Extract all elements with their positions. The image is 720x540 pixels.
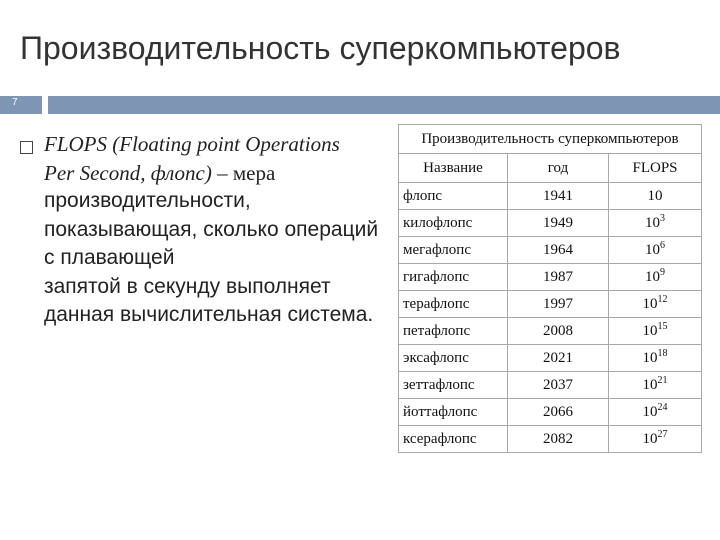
table-row [399, 426, 702, 453]
cell-year: 1941 [508, 183, 609, 210]
flops-exponent: 24 [657, 401, 668, 413]
flops-base: 10 [642, 376, 658, 393]
flops-exponent: 12 [657, 293, 668, 305]
table-row [399, 237, 702, 264]
flops-exponent: 6 [660, 239, 665, 251]
cell-year: 1987 [508, 264, 609, 291]
cell-year: 1997 [508, 291, 609, 318]
definition-line-6: запятой в секунду выполняет [44, 274, 331, 298]
cell-flops [609, 426, 702, 453]
cell-year: 2066 [508, 399, 609, 426]
cell-name: ксерафлопс [399, 426, 508, 453]
cell-name: гигафлопс [399, 264, 508, 291]
flops-base: 10 [645, 214, 660, 231]
definition-line-5: с плавающей [44, 246, 175, 269]
flops-base: 10 [642, 322, 658, 339]
header-flops: FLOPS [609, 154, 702, 183]
flops-exponent: 3 [660, 212, 665, 224]
cell-name: флопс [399, 183, 508, 210]
slide-number: 7 [12, 97, 18, 108]
table-body [399, 183, 702, 453]
cell-flops [609, 183, 702, 210]
slide-number-bar [0, 96, 42, 114]
definition-line-2-rest: – мера [211, 160, 276, 185]
title-rule-bar [48, 96, 720, 114]
flops-base: 10 [645, 268, 660, 285]
cell-year: 1964 [508, 237, 609, 264]
slide-title: Производительность суперкомпьютеров [20, 30, 621, 66]
cell-year: 2008 [508, 318, 609, 345]
table-row [399, 291, 702, 318]
cell-flops [609, 318, 702, 345]
cell-name: петафлопс [399, 318, 508, 345]
table-row [399, 264, 702, 291]
table-row [399, 399, 702, 426]
cell-flops [609, 372, 702, 399]
flops-definition [44, 130, 394, 330]
cell-flops [609, 264, 702, 291]
cell-name: килофлопс [399, 210, 508, 237]
cell-name: зеттафлопс [399, 372, 508, 399]
cell-flops [609, 210, 702, 237]
header-year: год [508, 154, 609, 183]
definition-line-2 [44, 159, 394, 188]
flops-base: 10 [642, 349, 658, 366]
flops-exponent: 18 [657, 347, 668, 359]
flops-table [398, 124, 702, 453]
cell-flops [609, 237, 702, 264]
cell-year: 2082 [508, 426, 609, 453]
definition-line-7: данная вычислительная система. [44, 303, 374, 326]
definition-line-4: показывающая, сколько операций [44, 217, 379, 241]
definition-line-3: производительности, [44, 189, 251, 212]
cell-year: 2037 [508, 372, 609, 399]
table-row [399, 183, 702, 210]
cell-year: 2021 [508, 345, 609, 372]
table-row [399, 318, 702, 345]
flops-exponent: 9 [660, 266, 665, 278]
flops-exponent: 15 [657, 320, 668, 332]
flops-base: 10 [645, 241, 660, 258]
table-caption: Производительность суперкомпьютеров [399, 125, 702, 154]
flops-exponent: 21 [657, 374, 668, 386]
definition-line-1: FLOPS (Floating point Operations [44, 132, 340, 156]
table-row [399, 210, 702, 237]
cell-flops [609, 399, 702, 426]
flops-base: 10 [647, 187, 663, 204]
cell-year: 1949 [508, 210, 609, 237]
definition-line-2-italic: Per Second, флопс) [44, 160, 212, 185]
cell-name: мегафлопс [399, 237, 508, 264]
cell-name: эксафлопс [399, 345, 508, 372]
flops-base: 10 [642, 295, 658, 312]
cell-flops [609, 345, 702, 372]
header-name: Название [399, 154, 508, 183]
cell-flops [609, 291, 702, 318]
cell-name: терафлопс [399, 291, 508, 318]
cell-name: йоттафлопс [399, 399, 508, 426]
table-row [399, 372, 702, 399]
bullet-square-icon [20, 141, 33, 154]
flops-exponent: 27 [657, 428, 668, 440]
flops-base: 10 [642, 430, 658, 447]
flops-base: 10 [642, 403, 658, 420]
table-row [399, 345, 702, 372]
